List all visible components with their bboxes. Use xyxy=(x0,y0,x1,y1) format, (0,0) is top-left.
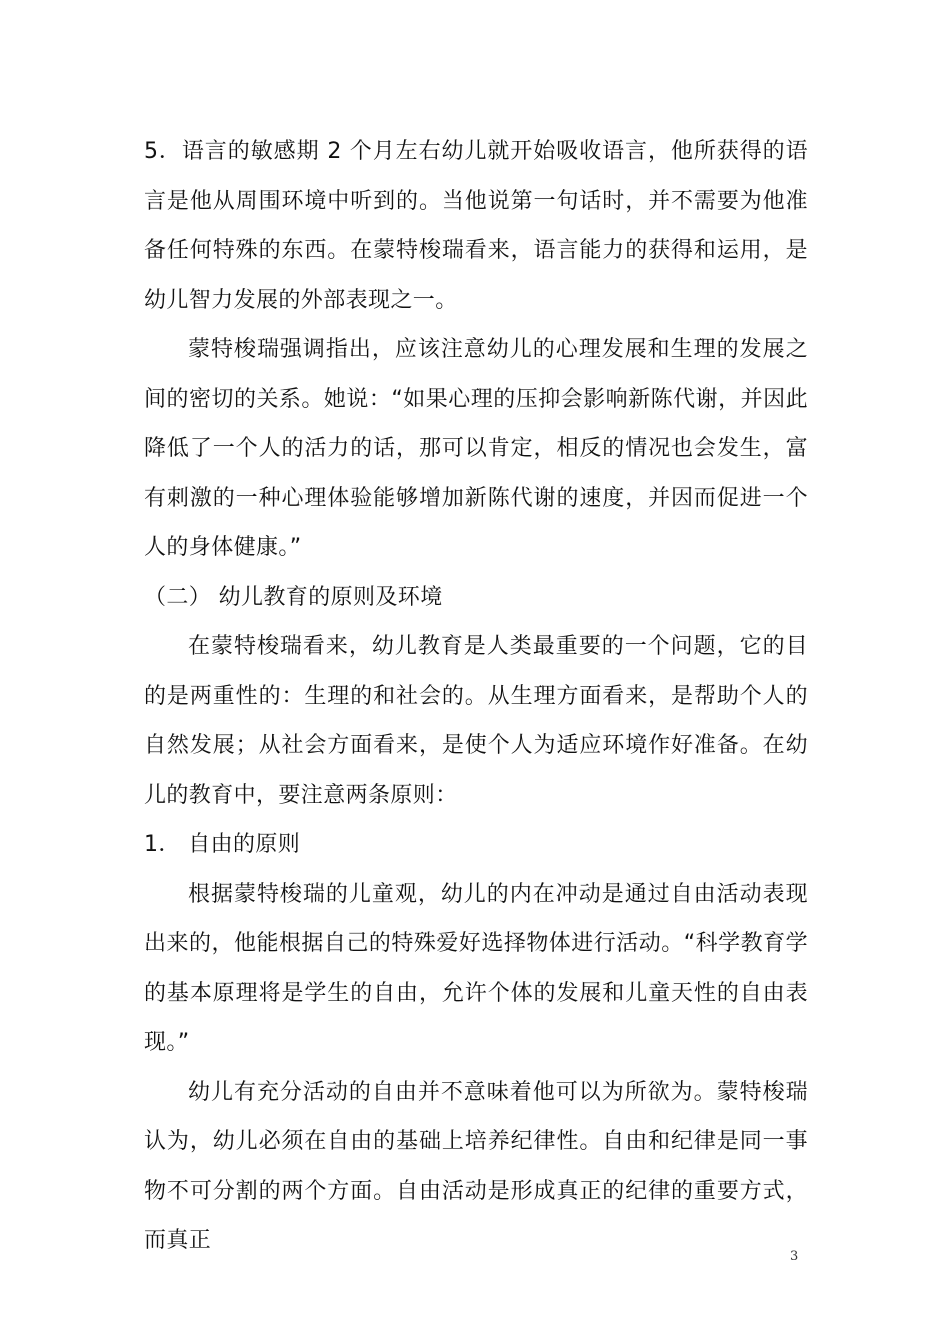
paragraph-freedom-expression: 根据蒙特梭瑞的儿童观，幼儿的内在冲动是通过自由活动表现出来的，他能根据自己的特殊爱好选择物体进行活动。“科学教育学的基本原理将是学生的自由，允许个体的发展和儿童天性的自由表现。” xyxy=(144,881,808,1055)
paragraph-freedom-discipline: 幼儿有充分活动的自由并不意味着他可以为所欲为。蒙特梭瑞认为，幼儿必须在自由的基础上培养纪律性。自由和纪律是同一事物不可分割的两个方面。自由活动是形成真正的纪律的重要方式，而真正 xyxy=(144,1079,808,1253)
subheading-freedom-principle: 1． 自由的原则 xyxy=(144,832,301,857)
paragraph-language-sensitive-period: 5．语言的敏感期 2 个月左右幼儿就开始吸收语言，他所获得的语言是他从周围环境中听到的。当他说第一句话时，并不需要为他准备任何特殊的东西。在蒙特梭瑞看来，语言能力的获得和运用，是幼儿智力发展的外部表现之一。 xyxy=(144,139,808,313)
page-number: 3 xyxy=(790,1249,799,1264)
section-heading-principles-environment: （二） 幼儿教育的原则及环境 xyxy=(144,584,443,610)
paragraph-mind-body-relation: 蒙特梭瑞强调指出，应该注意幼儿的心理发展和生理的发展之间的密切的关系。她说：“如果心理的压抑会影响新陈代谢，并因此降低了一个人的活力的话，那可以肯定，相反的情况也会发生，富有刺激的一种心理体验能够增加新陈代谢的速度，并因而促进一个人的身体健康。” xyxy=(144,337,808,560)
document-body xyxy=(144,127,808,1266)
paragraph-education-purpose: 在蒙特梭瑞看来，幼儿教育是人类最重要的一个问题，它的目的是两重性的：生理的和社会的。从生理方面看来，是帮助个人的自然发展；从社会方面看来，是使个人为适应环境作好准备。在幼儿的教育中，要注意两条原则： xyxy=(144,634,808,808)
